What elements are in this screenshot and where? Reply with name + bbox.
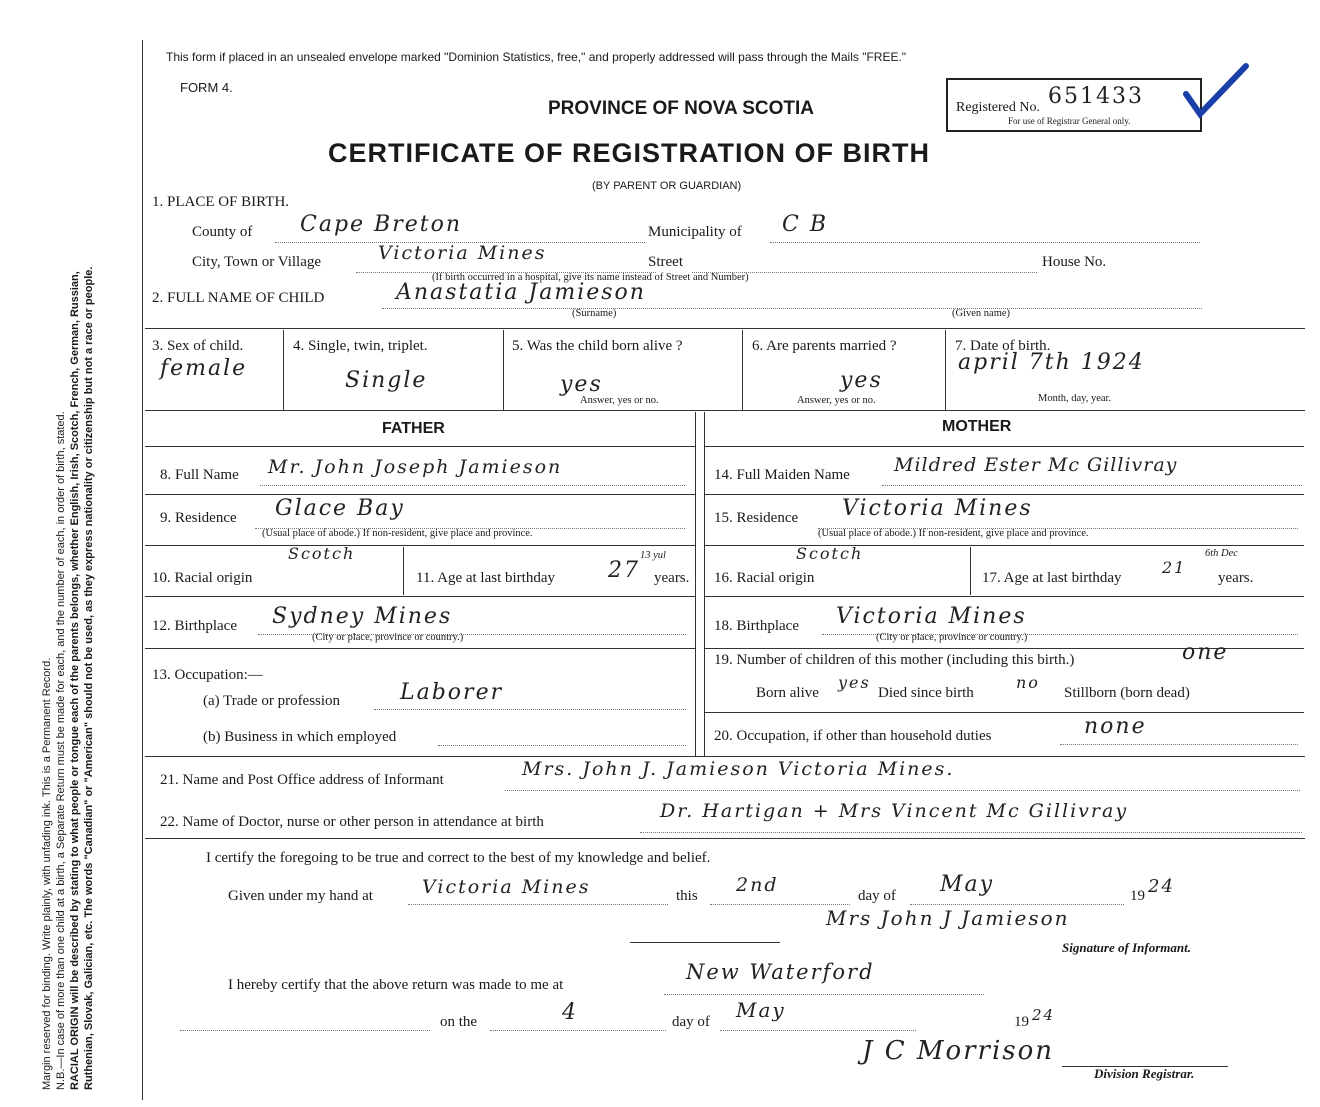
trade-label: (a) Trade or profession — [203, 693, 341, 709]
sex-value[interactable]: female — [160, 356, 248, 381]
return-label: I hereby certify that the above return was made to me at — [228, 977, 564, 993]
page-title: CERTIFICATE OF REGISTRATION OF BIRTH — [328, 138, 930, 168]
province-heading: PROVINCE OF NOVA SCOTIA — [548, 98, 815, 119]
father-birthplace-value[interactable]: Sydney Mines — [272, 604, 453, 629]
plurality-label: 4. Single, twin, triplet. — [293, 338, 428, 354]
born-alive-label: 5. Was the child born alive ? — [512, 338, 683, 354]
mother-birthplace-value[interactable]: Victoria Mines — [836, 604, 1027, 629]
father-age-value[interactable]: 27 — [608, 558, 640, 583]
mother-occupation-label: 20. Occupation, if other than household duties — [714, 728, 992, 744]
died-label: Died since birth — [878, 685, 974, 701]
informant-signature[interactable]: Mrs John J Jamieson — [826, 906, 1070, 930]
certify-statement: I certify the foregoing to be true and correct to the best of my knowledge and belief. — [206, 850, 711, 866]
dob-value[interactable]: april 7th 1924 — [958, 350, 1145, 375]
on-day-value[interactable]: 4 — [562, 1000, 578, 1025]
mother-years: years. — [1218, 570, 1254, 586]
father-residence-value[interactable]: Glace Bay — [275, 496, 405, 521]
given-name-note: (Given name) — [952, 308, 1011, 319]
registrar-signature[interactable]: J C Morrison — [862, 1036, 1055, 1066]
margin-line-4: Ruthenian, Slovak, Galician, etc. The words "Canadian" or "American" should not be used, as they express nationality or citizenship but not a race or people. — [83, 266, 95, 1090]
plurality-value[interactable]: Single — [345, 368, 428, 393]
born-alive-note: Answer, yes or no. — [580, 395, 659, 406]
trade-value[interactable]: Laborer — [400, 680, 504, 705]
year-value[interactable]: 24 — [1148, 876, 1175, 897]
child-name-value[interactable]: Anastatia Jamieson — [396, 280, 646, 305]
margin-line-1: Margin reserved for binding. Write plainly, with unfading ink. This is a Permanent Record. — [41, 657, 53, 1090]
margin-instructions — [40, 30, 96, 1090]
father-race-value[interactable]: Scotch — [288, 544, 356, 563]
street-label: Street — [648, 254, 683, 270]
registrar-label: Division Registrar. — [1094, 1066, 1195, 1081]
registration-box — [946, 78, 1202, 132]
dob-note: Month, day, year. — [1038, 393, 1112, 404]
county-label: County of — [192, 224, 253, 240]
month-value-2[interactable]: May — [736, 998, 786, 1022]
father-occupation-label: 13. Occupation:— — [152, 667, 263, 683]
father-name-value[interactable]: Mr. John Joseph Jamieson — [268, 456, 563, 478]
form-number: FORM 4. — [180, 80, 233, 95]
margin-rule — [142, 40, 143, 1100]
given-under-label: Given under my hand at — [228, 888, 373, 904]
born-alive-value[interactable]: yes — [560, 372, 603, 397]
place-of-birth-label: 1. PLACE OF BIRTH. — [152, 194, 290, 210]
father-years: years. — [654, 570, 690, 586]
father-name-label: 8. Full Name — [160, 467, 239, 483]
registered-number[interactable]: 651433 — [1048, 84, 1144, 109]
year-value-2[interactable]: 24 — [1032, 1006, 1056, 1024]
margin-line-3: RACIAL ORIGIN will be described by stating to what people or tongue each of the parents belongs, whether English, Irish, Scotch, French, German, Russian, — [69, 271, 81, 1090]
municipality-value[interactable]: C B — [782, 212, 828, 237]
sex-label: 3. Sex of child. — [152, 338, 244, 354]
children-count-value[interactable]: one — [1182, 640, 1229, 665]
doctor-value[interactable]: Dr. Hartigan + Mrs Vincent Mc Gillivray — [660, 800, 1129, 822]
father-residence-label: 9. Residence — [160, 510, 237, 526]
married-value[interactable]: yes — [840, 368, 883, 393]
child-name-label: 2. FULL NAME OF CHILD — [152, 290, 325, 306]
mother-birthplace-note: (City or place, province or country.) — [876, 632, 1028, 643]
father-race-label: 10. Racial origin — [152, 570, 253, 586]
county-value[interactable]: Cape Breton — [300, 212, 463, 237]
doctor-label: 22. Name of Doctor, nurse or other person in attendance at birth — [160, 814, 544, 830]
mother-race-label: 16. Racial origin — [714, 570, 815, 586]
mother-race-value[interactable]: Scotch — [796, 544, 864, 563]
born-alive-count-label: Born alive — [756, 685, 819, 701]
on-the-label: on the — [440, 1014, 478, 1030]
married-note: Answer, yes or no. — [797, 395, 876, 406]
father-residence-note: (Usual place of abode.) If non-resident, give place and province. — [262, 528, 533, 539]
hospital-note: (If birth occurred in a hospital, give its name instead of Street and Number) — [432, 272, 749, 283]
mother-age-note: 6th Dec — [1205, 548, 1238, 559]
married-label: 6. Are parents married ? — [752, 338, 897, 354]
registered-label: Registered No. — [956, 100, 1040, 115]
children-count-label: 19. Number of children of this mother (including this birth.) — [714, 652, 1075, 668]
father-birthplace-label: 12. Birthplace — [152, 618, 237, 634]
informant-value[interactable]: Mrs. John J. Jamieson Victoria Mines. — [522, 758, 955, 780]
municipality-label: Municipality of — [648, 224, 742, 240]
born-alive-count-value[interactable]: yes — [838, 673, 871, 692]
mother-occupation-value[interactable]: none — [1084, 714, 1147, 739]
stillborn-label: Stillborn (born dead) — [1064, 685, 1190, 701]
given-place[interactable]: Victoria Mines — [422, 876, 591, 898]
father-age-label: 11. Age at last birthday — [416, 570, 555, 586]
checkmark-icon — [1178, 62, 1252, 132]
mother-residence-label: 15. Residence — [714, 510, 799, 526]
mother-heading: MOTHER — [942, 418, 1012, 435]
business-label: (b) Business in which employed — [203, 729, 397, 745]
subtitle: (BY PARENT OR GUARDIAN) — [592, 180, 742, 192]
this-label: this — [676, 888, 698, 904]
father-heading: FATHER — [382, 420, 445, 437]
signature-label: Signature of Informant. — [1062, 940, 1191, 955]
mother-age-label: 17. Age at last birthday — [982, 570, 1122, 586]
mother-name-value[interactable]: Mildred Ester Mc Gillivray — [894, 454, 1178, 476]
father-age-note: 13 yul — [640, 550, 666, 561]
day-of-label: day of — [858, 888, 896, 904]
mother-age-value[interactable]: 21 — [1162, 558, 1187, 577]
city-label: City, Town or Village — [192, 254, 322, 270]
margin-line-2: N.B.—In case of more than one child at a birth, a Separate Return must be made for each, and the number of each, in order of birth, stated. — [55, 411, 67, 1090]
city-value[interactable]: Victoria Mines — [378, 242, 547, 264]
return-place[interactable]: New Waterford — [686, 960, 875, 984]
day-of-label-2: day of — [672, 1014, 710, 1030]
mother-birthplace-label: 18. Birthplace — [714, 618, 799, 634]
father-birthplace-note: (City or place, province or country.) — [312, 632, 464, 643]
dob-label: 7. Date of birth. — [955, 338, 1051, 354]
house-label: House No. — [1042, 254, 1107, 270]
informant-label: 21. Name and Post Office address of Informant — [160, 772, 444, 788]
mother-residence-value[interactable]: Victoria Mines — [842, 496, 1033, 521]
registrar-note: For use of Registrar General only. — [1008, 116, 1131, 126]
month-value[interactable]: May — [940, 872, 995, 897]
died-value[interactable]: no — [1016, 673, 1040, 692]
surname-note: (Surname) — [572, 308, 617, 319]
mother-name-label: 14. Full Maiden Name — [714, 467, 850, 483]
mail-notice: This form if placed in an unsealed envelope marked "Dominion Statistics, free," and properly addressed will pass through the Mails "FREE." — [166, 50, 907, 64]
year-prefix: 19 — [1130, 888, 1145, 904]
this-day-value[interactable]: 2nd — [736, 874, 779, 896]
mother-residence-note: (Usual place of abode.) If non-resident, give place and province. — [818, 528, 1089, 539]
year-prefix-2: 19 — [1014, 1014, 1029, 1030]
